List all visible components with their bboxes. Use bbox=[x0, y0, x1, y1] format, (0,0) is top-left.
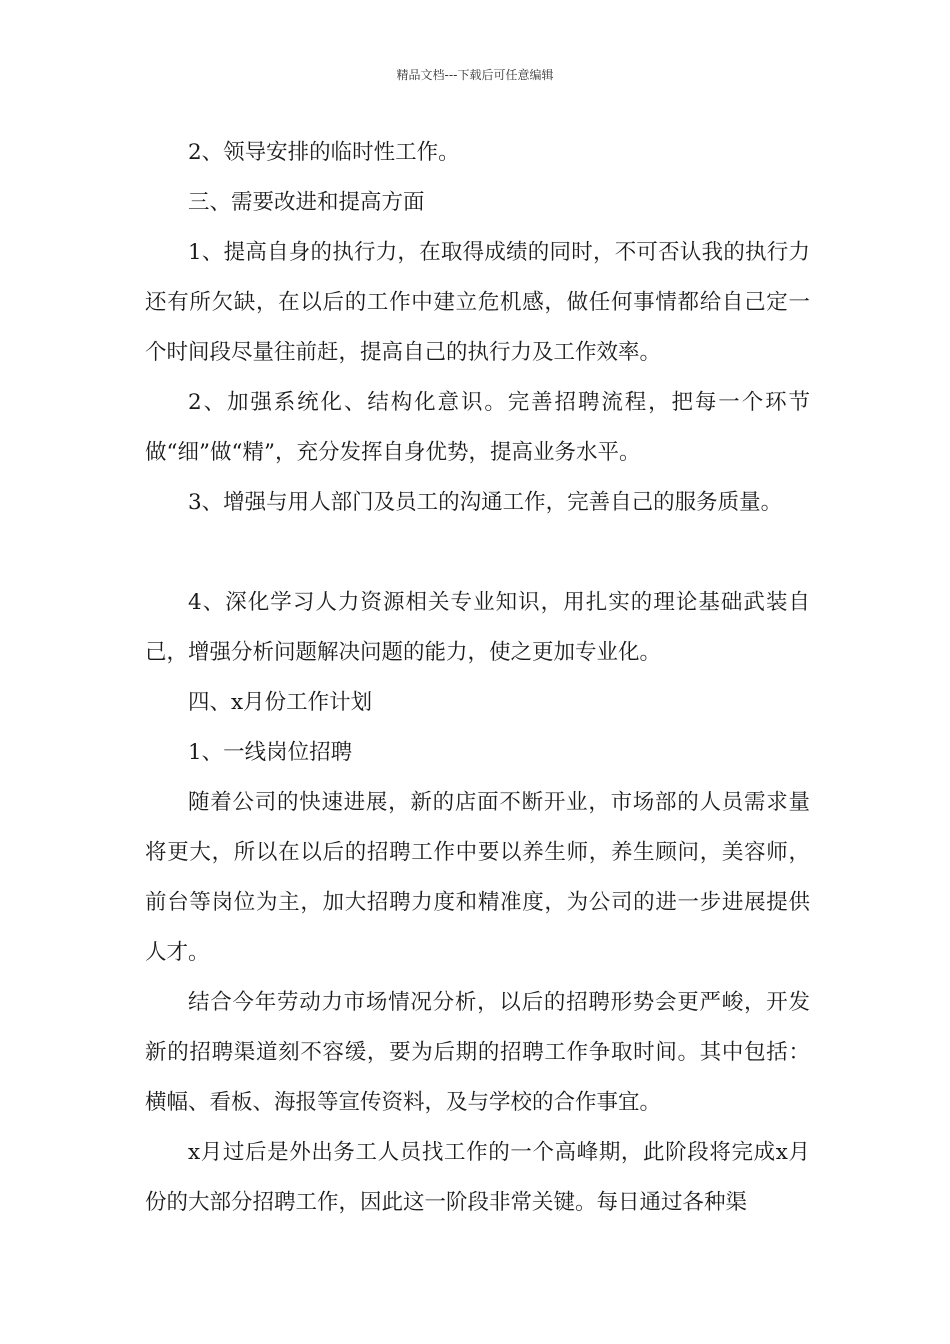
paragraph-execution: 1、提高自身的执行力，在取得成绩的同时，不可否认我的执行力还有所欠缺，在以后的工作中建立危机感，做任何事情都给自己定一个时间段尽量往前赶，提高自己的执行力及工作效率。 bbox=[145, 240, 810, 365]
paragraph-company-growth: 随着公司的快速进展，新的店面不断开业，市场部的人员需求量将更大，所以在以后的招聘工作中要以养生师，养生顾问，美容师，前台等岗位为主，加大招聘力度和精准度，为公司的进一步进展提供人才。 bbox=[145, 790, 810, 965]
heading-monthly-plan: 四、x月份工作计划 bbox=[188, 690, 373, 715]
heading-improvement: 三、需要改进和提高方面 bbox=[188, 190, 425, 215]
paragraph-systematic: 2、加强系统化、结构化意识。完善招聘流程，把每一个环节做“细”做“精”，充分发挥自身优势，提高业务水平。 bbox=[145, 390, 810, 465]
blank-line bbox=[145, 528, 810, 578]
paragraph-study: 4、深化学习人力资源相关专业知识，用扎实的理论基础武装自己，增强分析问题解决问题的能力，使之更加专业化。 bbox=[145, 590, 810, 665]
paragraph-communication: 3、增强与用人部门及员工的沟通工作，完善自己的服务质量。 bbox=[188, 490, 783, 515]
paragraph-peak-period: x月过后是外出务工人员找工作的一个高峰期，此阶段将完成x月份的大部分招聘工作，因此这一阶段非常关键。每日通过各种渠 bbox=[145, 1140, 810, 1215]
subheading-frontline-recruitment: 1、一线岗位招聘 bbox=[188, 740, 353, 765]
paragraph-temporary-work: 2、领导安排的临时性工作。 bbox=[188, 140, 460, 165]
paragraph-labor-market: 结合今年劳动力市场情况分析，以后的招聘形势会更严峻，开发新的招聘渠道刻不容缓，要为后期的招聘工作争取时间。其中包括：横幅、看板、海报等宣传资料，及与学校的合作事宜。 bbox=[145, 990, 810, 1115]
document-body bbox=[145, 128, 810, 1228]
page-header: 精品文档---下载后可任意编辑 bbox=[396, 68, 554, 82]
